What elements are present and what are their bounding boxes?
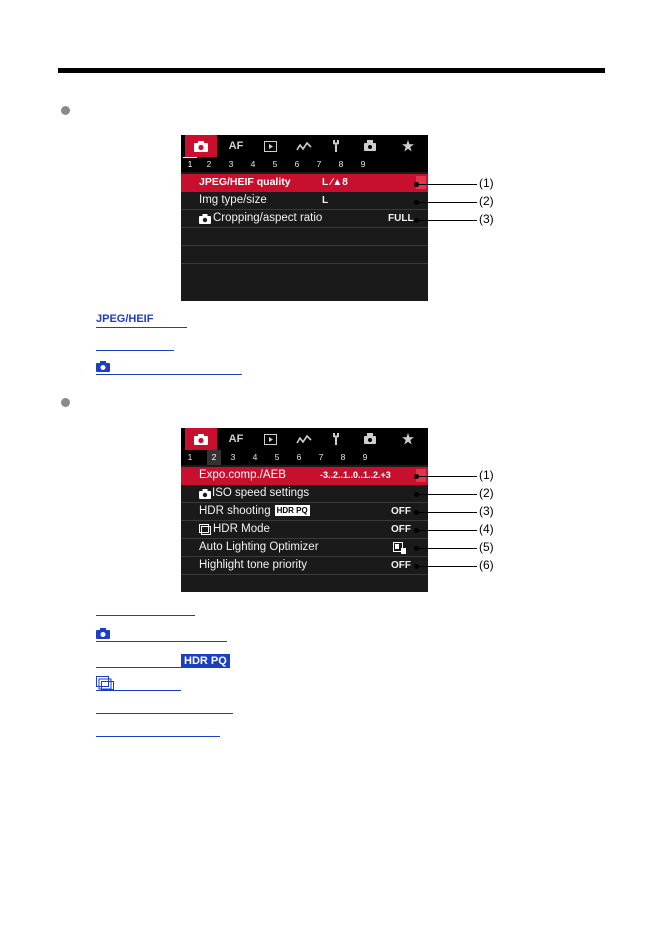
menu-item-label: Cropping/aspect ratio [213, 212, 323, 224]
menu-item-label: Auto Lighting Optimizer [199, 541, 319, 553]
link-img-type-size[interactable] [96, 350, 174, 351]
page-3[interactable]: 3 [228, 159, 234, 169]
menu-tabs [181, 135, 428, 157]
page-7[interactable]: 7 [316, 159, 322, 169]
tab-custom[interactable] [357, 135, 383, 157]
page-7[interactable]: 7 [318, 452, 324, 462]
callout-line [417, 476, 477, 477]
section-bullet [61, 106, 70, 115]
hdr-pq-link-badge[interactable]: HDR PQ [181, 654, 230, 668]
menu-item-highlight-tone-priority[interactable] [181, 557, 428, 575]
callout-label: (1) [479, 468, 494, 482]
menu-item-img-type-size[interactable] [181, 192, 428, 210]
menu-item-empty [181, 264, 428, 281]
tab-setup[interactable] [323, 428, 349, 450]
camera-icon [199, 214, 211, 224]
callout-label: (4) [479, 522, 494, 536]
camera-menu-1 [181, 135, 428, 301]
callout-line [417, 548, 477, 549]
header-rule [58, 68, 605, 73]
menu-item-label: Highlight tone priority [199, 559, 308, 571]
menu-item-value: L ⁄▲8 [322, 177, 348, 188]
menu-item-value: OFF [391, 524, 411, 535]
link-jpeg-heif-quality[interactable] [96, 327, 187, 328]
hdr-pq-badge: HDR PQ [276, 506, 308, 515]
jpeg-heif-link-icon[interactable]: JPEG/HEIF [96, 313, 154, 325]
camera-icon [96, 361, 110, 372]
menu-item-value: OFF [391, 506, 411, 517]
tab-wireless[interactable] [291, 428, 317, 450]
tab-playback[interactable] [257, 428, 283, 450]
callout-label: (3) [479, 504, 494, 518]
callout-label: (5) [479, 540, 494, 554]
callout-label: (1) [479, 176, 494, 190]
tab-af[interactable]: AF [228, 140, 244, 152]
tab-mymenu[interactable] [395, 135, 421, 157]
camera-icon [96, 628, 110, 639]
link-highlight-tone-priority[interactable] [96, 736, 220, 737]
menu-item-label-text: HDR shooting [199, 505, 271, 517]
link-cropping-aspect-ratio[interactable] [96, 374, 242, 375]
menu-items [181, 467, 428, 592]
tab-af[interactable]: AF [228, 433, 244, 445]
tab-shooting[interactable] [185, 135, 217, 157]
menu-item-label: JPEG/HEIF quality [199, 176, 291, 188]
tab-setup[interactable] [323, 135, 349, 157]
callout-line [417, 184, 477, 185]
menu-item-label [199, 503, 310, 520]
callout-label: (6) [479, 558, 494, 572]
link-hdr-mode[interactable] [96, 690, 181, 691]
callout-line [417, 530, 477, 531]
callout-line [417, 512, 477, 513]
alo-icon [393, 542, 406, 554]
tab-wireless[interactable] [291, 135, 317, 157]
menu-item-jpeg-heif-quality[interactable] [181, 174, 428, 192]
menu-item-value: -3..2..1..0..1..2.+3 [320, 470, 391, 480]
hdr-mode-icon [199, 524, 212, 535]
menu-item-label: ISO speed settings [212, 487, 310, 499]
page-2[interactable]: 2 [207, 450, 221, 465]
page-1[interactable]: 1 [187, 159, 193, 169]
wave-icon [296, 141, 312, 152]
callout-line [417, 494, 477, 495]
page-8[interactable]: 8 [340, 452, 346, 462]
page-4[interactable]: 4 [252, 452, 258, 462]
menu-item-value: L [322, 195, 329, 206]
menu-item-hdr-mode[interactable] [181, 521, 428, 539]
menu-item-empty [181, 246, 428, 264]
callout-label: (3) [479, 212, 494, 226]
menu-item-iso-speed-settings[interactable] [181, 485, 428, 503]
menu-item-value: FULL [388, 213, 414, 224]
page-9[interactable]: 9 [362, 452, 368, 462]
page-numbers [181, 450, 428, 465]
custom-icon [363, 140, 377, 152]
camera-menu-2 [181, 428, 428, 592]
page-1[interactable]: 1 [187, 452, 193, 462]
menu-item-empty [181, 575, 428, 592]
callout-line [417, 220, 477, 221]
tab-shooting[interactable] [185, 428, 217, 450]
tab-mymenu[interactable] [395, 428, 421, 450]
camera-icon [199, 489, 211, 499]
callout-line [417, 566, 477, 567]
wrench-icon [331, 433, 341, 445]
menu-item-label: Img type/size [199, 194, 267, 206]
wave-icon [296, 434, 312, 445]
menu-item-label: HDR Mode [213, 523, 270, 535]
menu-tabs [181, 428, 428, 450]
play-icon [264, 141, 277, 152]
page-9[interactable]: 9 [360, 159, 366, 169]
menu-item-cropping[interactable] [181, 210, 428, 228]
link-expo-comp-aeb[interactable] [96, 615, 195, 616]
page-6[interactable]: 6 [296, 452, 302, 462]
star-icon [402, 140, 414, 152]
wrench-icon [331, 140, 341, 152]
hdr-mode-icon [96, 676, 114, 690]
tab-custom[interactable] [357, 428, 383, 450]
page-4[interactable]: 4 [250, 159, 256, 169]
menu-item-hdr-shooting[interactable] [181, 503, 428, 521]
page-2[interactable]: 2 [206, 159, 212, 169]
callout-label: (2) [479, 486, 494, 500]
callout-line [417, 202, 477, 203]
menu-item-auto-lighting-optimizer[interactable] [181, 539, 428, 557]
section-bullet [61, 398, 70, 407]
page-5[interactable]: 5 [274, 452, 280, 462]
menu-item-expo-comp-aeb[interactable] [181, 467, 428, 485]
camera-icon [194, 141, 208, 152]
page-8[interactable]: 8 [338, 159, 344, 169]
page-numbers [181, 157, 428, 172]
page-3[interactable]: 3 [230, 452, 236, 462]
menu-item-label: Expo.comp./AEB [199, 469, 286, 481]
page-6[interactable]: 6 [294, 159, 300, 169]
link-auto-lighting-optimizer[interactable] [96, 713, 233, 714]
callout-label: (2) [479, 194, 494, 208]
camera-icon [194, 434, 208, 445]
custom-icon [363, 433, 377, 445]
link-iso-speed-settings[interactable] [96, 641, 227, 642]
page-5[interactable]: 5 [272, 159, 278, 169]
play-icon [264, 434, 277, 445]
menu-item-value: OFF [391, 560, 411, 571]
tab-playback[interactable] [257, 135, 283, 157]
link-hdr-shooting[interactable] [96, 667, 181, 668]
menu-item-empty [181, 228, 428, 246]
star-icon [402, 433, 414, 445]
menu-items [181, 174, 428, 281]
